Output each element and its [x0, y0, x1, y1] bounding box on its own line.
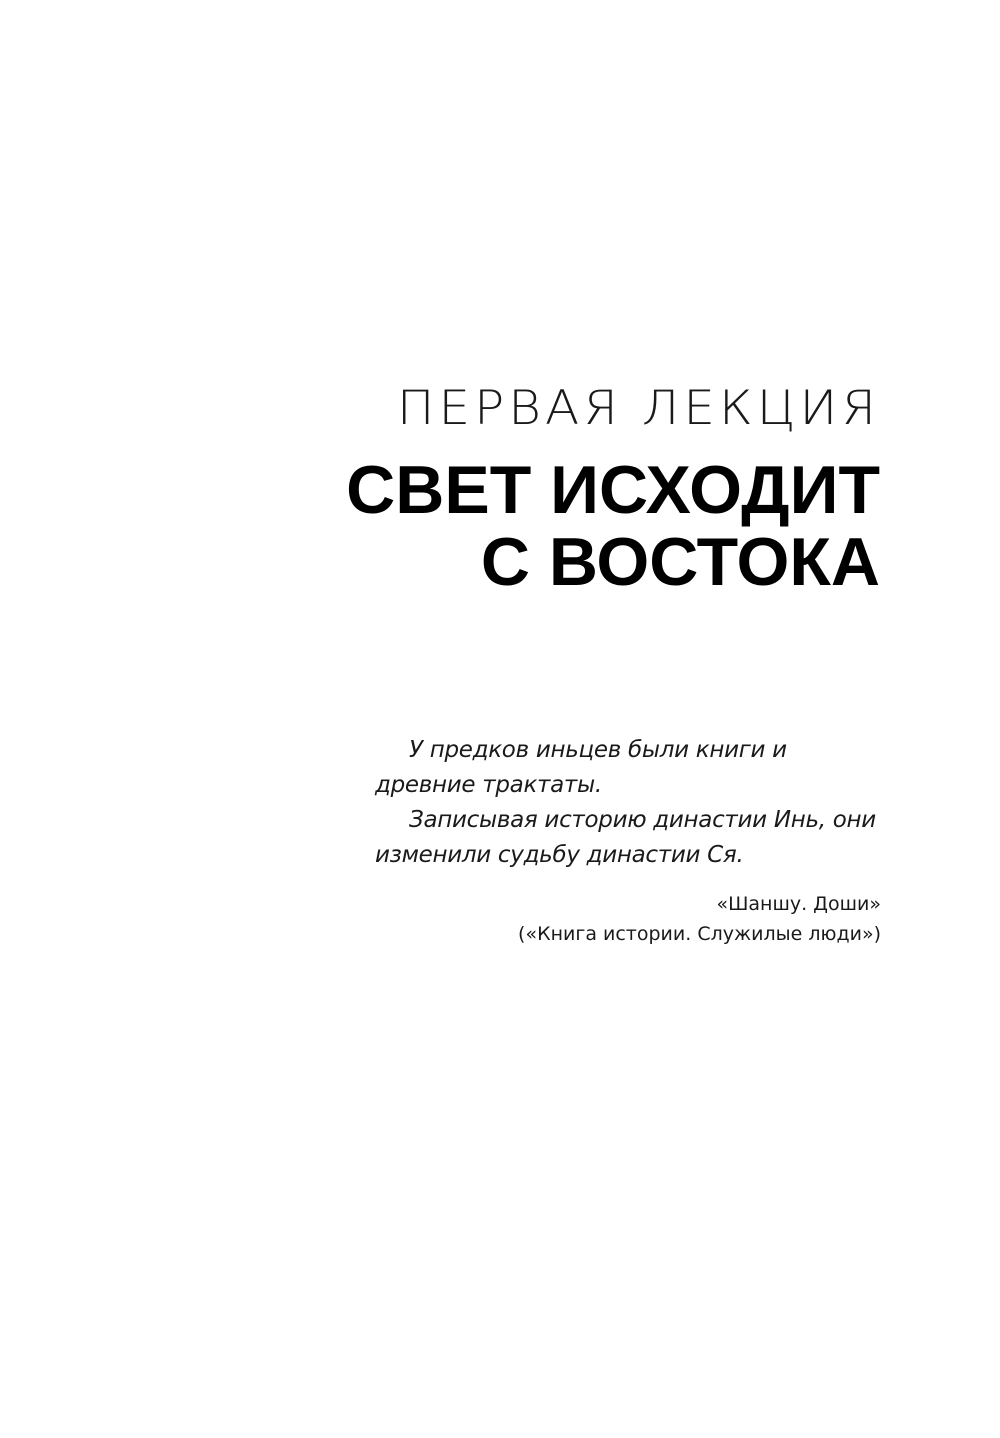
- epigraph-paragraph-1: У предков иньцев были книги и древние трактаты.: [375, 737, 787, 798]
- chapter-heading: [260, 380, 880, 598]
- epigraph-source-title: «Шаншу. Доши»: [716, 893, 881, 915]
- epigraph-source: [375, 889, 881, 949]
- chapter-title: [260, 454, 880, 598]
- epigraph: [375, 733, 881, 949]
- chapter-title-line-1: СВЕТ ИСХОДИТ: [346, 452, 880, 528]
- lecture-number: ПЕРВАЯ ЛЕКЦИЯ: [396, 380, 880, 436]
- epigraph-text: [375, 733, 881, 873]
- chapter-title-line-2: С ВОСТОКА: [480, 524, 880, 600]
- epigraph-source-translation: («Книга истории. Служилые люди»): [518, 923, 881, 945]
- epigraph-paragraph-2: Записывая историю династии Инь, они изменили судьбу династии Ся.: [375, 807, 876, 868]
